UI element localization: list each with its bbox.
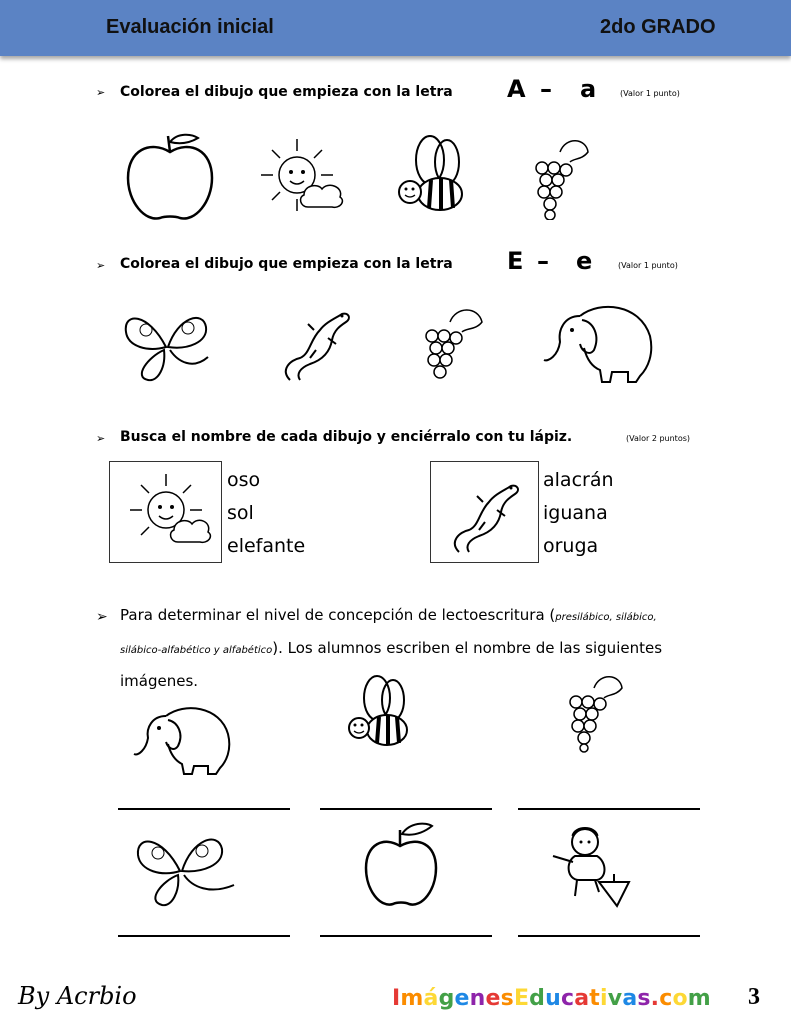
brand-logo xyxy=(392,986,711,1011)
sun-picture-box xyxy=(109,461,222,563)
answer-line[interactable] xyxy=(320,935,492,937)
brand-text: ImágenesEducativas.com xyxy=(392,986,711,1011)
answer-line[interactable] xyxy=(118,935,290,937)
letter-dash-1: – xyxy=(540,75,552,103)
answer-line[interactable] xyxy=(518,935,700,937)
header-bar xyxy=(0,0,791,56)
instruction-4 xyxy=(120,600,740,696)
word-option: alacrán xyxy=(543,469,614,491)
word-option: iguana xyxy=(543,502,608,524)
grapes-icon xyxy=(530,132,590,220)
page-number: 3 xyxy=(748,984,760,1010)
apple-icon xyxy=(360,820,440,912)
letter-upper-2: E xyxy=(507,247,524,275)
answer-line[interactable] xyxy=(320,808,492,810)
sun-icon xyxy=(116,468,216,554)
elephant-icon xyxy=(132,700,237,780)
para-text: imágenes. xyxy=(120,672,199,690)
para-italic: presilábico, silábico, xyxy=(555,612,657,623)
valor-1: (Valor 1 punto) xyxy=(620,89,680,98)
instruction-1: Colorea el dibujo que empieza con la letra xyxy=(120,84,453,100)
para-text: ). Los alumnos escriben el nombre de las siguientes xyxy=(272,639,663,657)
word-option: oso xyxy=(227,469,261,491)
arrow-bullet-icon: ➢ xyxy=(96,86,106,99)
word-option: elefante xyxy=(227,535,306,557)
sun-icon xyxy=(252,135,348,220)
grapes-icon xyxy=(422,300,487,385)
letter-lower-1: a xyxy=(580,75,597,103)
arrow-bullet-icon: ➢ xyxy=(96,609,108,625)
iguana-icon xyxy=(270,300,355,385)
author-signature: By Acrbio xyxy=(18,982,137,1010)
para-italic: silábico-alfabético y alfabético xyxy=(120,645,273,656)
iguana-icon xyxy=(439,466,529,556)
word-option: sol xyxy=(227,502,254,524)
word-option: oruga xyxy=(543,535,599,557)
grade-label: 2do GRADO xyxy=(600,16,716,38)
instruction-3: Busca el nombre de cada dibujo y enciérralo con tu lápiz. xyxy=(120,429,573,445)
butterfly-icon xyxy=(118,302,218,382)
child-with-top-icon xyxy=(545,822,635,912)
arrow-bullet-icon: ➢ xyxy=(96,259,106,272)
valor-3: (Valor 2 puntos) xyxy=(626,434,690,443)
valor-2: (Valor 1 punto) xyxy=(618,261,678,270)
iguana-picture-box xyxy=(430,461,539,563)
letter-upper-1: A xyxy=(507,75,526,103)
instruction-2: Colorea el dibujo que empieza con la letra xyxy=(120,256,453,272)
grapes-icon xyxy=(566,668,626,753)
bee-icon xyxy=(345,672,415,752)
page-title: Evaluación inicial xyxy=(106,16,274,38)
para-text: Para determinar el nivel de concepción de lectoescritura ( xyxy=(120,606,556,624)
arrow-bullet-icon: ➢ xyxy=(96,432,106,445)
bee-icon xyxy=(395,132,470,217)
letter-lower-2: e xyxy=(576,247,593,275)
butterfly-icon xyxy=(130,825,242,910)
apple-icon xyxy=(120,130,220,225)
answer-line[interactable] xyxy=(518,808,700,810)
elephant-icon xyxy=(540,296,660,388)
answer-line[interactable] xyxy=(118,808,290,810)
letter-dash-2: – xyxy=(537,247,549,275)
